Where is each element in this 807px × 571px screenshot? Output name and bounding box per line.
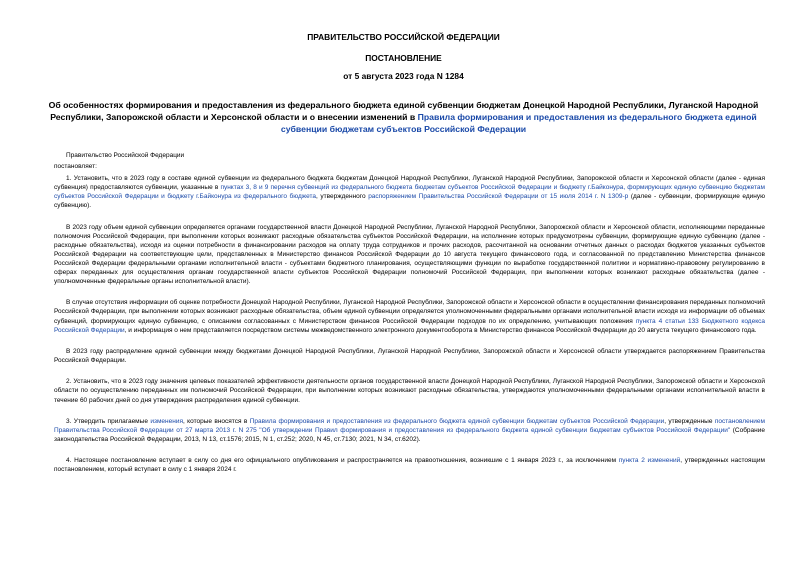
- title-text: Об особенностях формирования и предоставления из федерального бюджета единой субвенции бюджетам Донецкой Народной Республики, Луганской Народной Республики, Запорожской области и Херсонской области и о внесении изменений в: [48, 100, 759, 122]
- paragraph-3-text-b: , которые вносятся в: [182, 417, 250, 425]
- paragraph-no-info-text-a: В случае отсутствия информации об оценке потребности Донецкой Народной Республики, Луганской Народной Республики, Запорожской области и Херсонской области в осуществлении финансирования переданных полномочий Российской Федерации, при выполнении которых возникают расходные обязательства, объем единой субвенции определяется уполномоченными федеральными органами исполнительной власти исходя из информации об объемах субвенций, формирующих единую субвенцию, с описанием согласованных с Министерством финансов Российской Федерации подходов по их определению, учитывающих положения: [54, 299, 765, 325]
- resolution-275-link[interactable]: постановлением Правительства Российской Федерации от 27 марта 2013 г. N 275 "Об утверждении Правил формирования и предоставления из федерального бюджета единой субвенции бюджетам субъектов Российской Федерации": [54, 417, 765, 434]
- changes-link[interactable]: изменения: [150, 417, 183, 425]
- paragraph-1: [54, 174, 765, 210]
- paragraph-4-text-a: 4. Настоящее постановление вступает в силу со дня его официального опубликования и распространяется на правоотношения, возникшие с 1 января 2023 г., за исключением: [66, 457, 619, 465]
- paragraph-1-text-c: (далее - субвенции, формирующие единую субвенцию).: [54, 193, 766, 210]
- document-title: [48, 99, 759, 135]
- document-body: [36, 151, 771, 474]
- rules-link[interactable]: Правила формирования и предоставления из федерального бюджета единой субвенции бюджетам субъектов Российской Федерации: [249, 417, 665, 425]
- paragraph-2: 2. Установить, что в 2023 году значения целевых показателей эффективности деятельности органов государственной власти Донецкой Народной Республики, Луганской Народной Республики, Запорожской области и Херсонской области по осуществлению переданных им полномочий Российской Федерации, при выполнении которых возникают расходные обязательства, утверждаются уполномоченными федеральными органами исполнительной власти в течение 60 рабочих дней со дня утверждения распределения единой субвенции.: [54, 378, 765, 404]
- paragraph-1-text-a: 1. Установить, что в 2023 году в составе единой субвенции из федерального бюджета бюджетам Донецкой Народной Республики, Луганской Народной Республики, Запорожской области и Херсонской области (далее - единая субвенция) предоставляются субвенции, указанные в: [54, 174, 765, 192]
- paragraph-3-text-a: 3. Утвердить прилагаемые: [66, 417, 151, 425]
- paragraph-no-info-text-b: , и информация о нем представляется посредством системы межведомственного электронного документооборота в Министерство финансов Российской Федерации до 20 августа текущего финансового года.: [124, 326, 757, 334]
- paragraph-3-text-d: (Собрание законодательства Российской Федерации, 2013, N 13, ст.1576; 2015, N 1, ст.252; 2020, N 45, ст.7130; 2021, N 34, ст.6202).: [54, 426, 765, 443]
- paragraph-4: [54, 456, 765, 474]
- paragraph-4-text-b: , утвержденных настоящим постановлением, который вступает в силу с 1 января 2024 г.: [54, 457, 766, 474]
- government-name: ПРАВИТЕЛЬСТВО РОССИЙСКОЙ ФЕДЕРАЦИИ: [307, 32, 500, 42]
- paragraph-volume: В 2023 году объем единой субвенции определяется органами государственной власти Донецкой Народной Республики, Луганской Народной Республики, Запорожской области и Херсонской области, исполняющими переданные полномочия Российской Федерации, при выполнении которых возникают расходные обязательства субъектов Российской Федерации, на исполнение которых предусмотрены субвенции, формирующие единую субвенцию (далее - расходные обязательства), исходя из оценки потребности в финансировании расходов на оплату труда сотрудников и прочих расходов, рассчитанной на основании отчетных данных о расходах бюджетов указанных субъектов Российской Федерации на соответствующие цели, представленных в Министерство финансов Российской Федерации до 10 августа текущего финансового года, и согласованной по представлению Министерства финансов Российской Федерации федеральными органами исполнительной власти - субъектами бюджетного планирования, осуществляющими функции по выработке государственной политики и нормативно-правовому регулированию в сферах переданных для осуществления органам государственной власти субъектов Российской Федерации полномочий Российской Федерации, при выполнении которых возникают расходные обязательства (далее - уполномоченные федеральные органы исполнительной власти).: [54, 223, 765, 286]
- order-1309-link[interactable]: распоряжением Правительства Российской Федерации от 15 июля 2014 г. N 1309-р: [368, 193, 629, 201]
- document-number: от 5 августа 2023 года N 1284: [343, 71, 464, 81]
- intro-paragraph: Правительство Российской Федерации: [66, 152, 185, 159]
- budget-code-link[interactable]: пункта 4 статьи 133 Бюджетного кодекса Российской Федерации: [54, 317, 765, 334]
- paragraph-no-info: [54, 298, 765, 334]
- paragraph-1-text-b: , утвержденного: [316, 193, 369, 201]
- title-rules-link[interactable]: Правила формирования и предоставления из федерального бюджета единой субвенции бюджетам субъектов Российской Федерации: [280, 112, 757, 134]
- document-type: ПОСТАНОВЛЕНИЕ: [365, 53, 442, 63]
- subvention-list-link[interactable]: пунктах 3, 8 и 9 перечня субвенций из федерального бюджета бюджетам субъектов Российской Федерации и бюджету г.Байконура, формирующих единую субвенцию бюджетам субъектов Российской Федерации и бюджету г.Байконура из федерального бюджета: [54, 184, 766, 201]
- resolves-paragraph: постановляет:: [54, 163, 97, 171]
- paragraph-distribution: В 2023 году распределение единой субвенции между бюджетами Донецкой Народной Республики, Луганской Народной Республики, Запорожской области и Херсонской области утверждается распоряжением Правительства Российской Федерации.: [54, 347, 765, 365]
- paragraph-3-text-c: , утвержденные: [664, 417, 715, 425]
- changes-point-2-link[interactable]: пункта 2 изменений: [618, 457, 681, 465]
- paragraph-3: [54, 417, 765, 444]
